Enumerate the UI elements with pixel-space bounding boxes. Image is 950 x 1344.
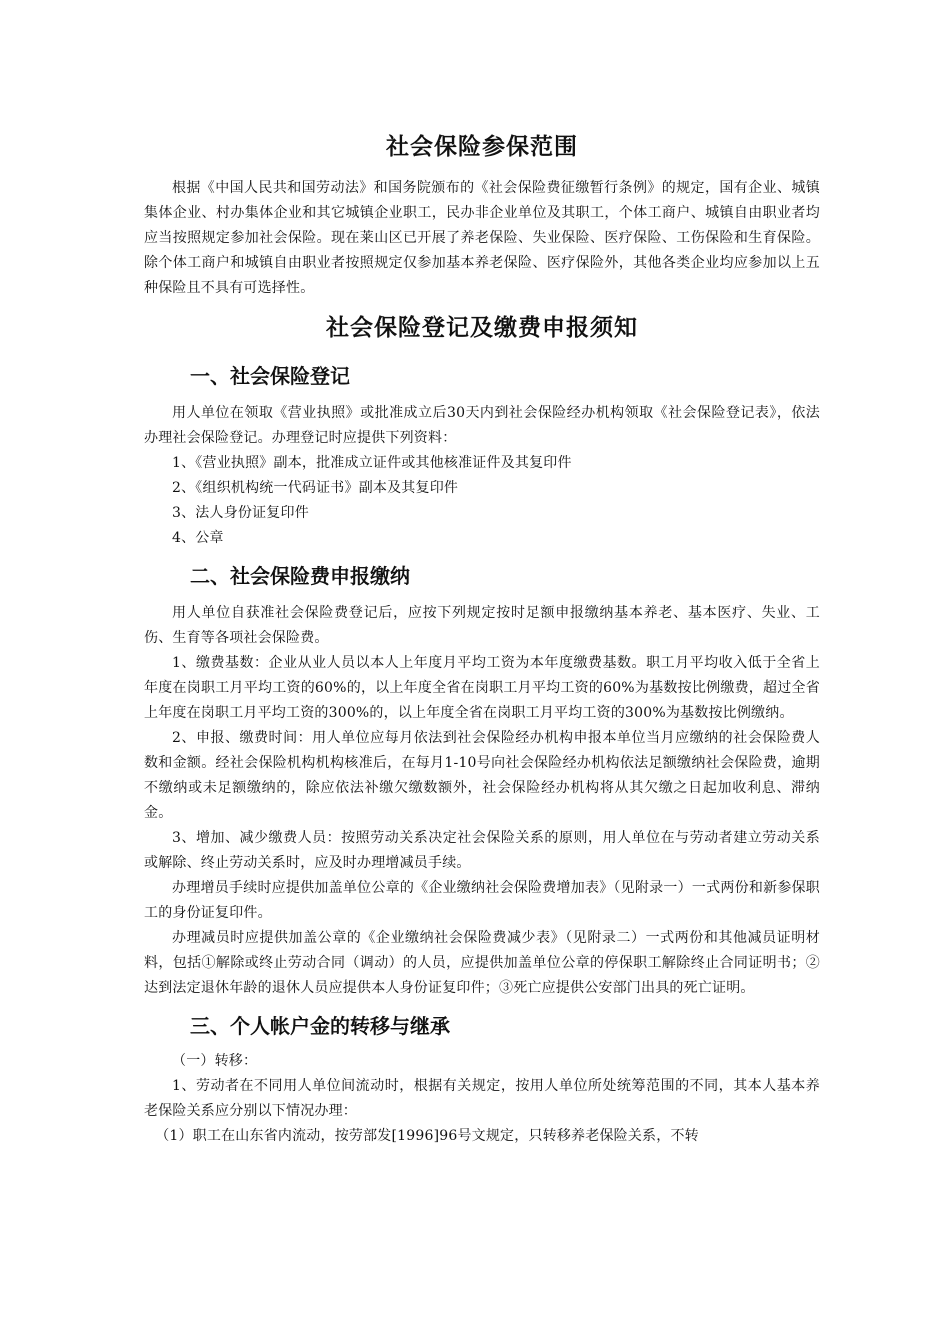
transfer-paragraph: 1、劳动者在不同用人单位间流动时，根据有关规定，按用人单位所处统筹范围的不同，其本人基本养老保险关系应分别以下情况办理： [144, 1078, 820, 1119]
list-item: 3、法人身份证复印件 [172, 505, 309, 521]
intro-paragraph: 根据《中国人民共和国劳动法》和国务院颁布的《社会保险费征缴暂行条例》的规定，国有企业、城镇集体企业、村办集体企业和其它城镇企业职工，民办非企业单位及其职工，个体工商户、城镇自由职业者均应当按照规定参加社会保险。现在莱山区已开展了养老保险、失业保险、医疗保险、工伤保险和生育保险。除个体工商户和城镇自由职业者按照规定仅参加基本养老保险、医疗保险外，其他各类企业均应参加以上五种保险且不具有可选择性。 [144, 180, 820, 296]
contribution-base-paragraph: 1、缴费基数：企业从业人员以本人上年度月平均工资为本年度缴费基数。职工月平均收入低于全省上年度在岗职工月平均工资的60%的，以上年度全省在岗职工月平均工资的60%为基数按比例缴费，超过全省上年度在岗职工月平均工资的300%的，以上年度全省在岗职工月平均工资的300%为基数按比例缴纳。 [144, 655, 820, 721]
staff-change-paragraph: 3、增加、减少缴费人员：按照劳动关系决定社会保险关系的原则，用人单位在与劳动者建立劳动关系或解除、终止劳动关系时，应及时办理增减员手续。 [144, 830, 820, 871]
document-page [144, 128, 820, 1149]
transfer-subheading: （一）转移： [172, 1053, 258, 1069]
list-item: 4、公章 [172, 530, 224, 546]
transfer-item-paragraph: （1）职工在山东省内流动，按劳部发[1996]96号文规定，只转移养老保险关系，不转 [155, 1128, 699, 1144]
list-item: 1、《营业执照》副本，批准成立证件或其他核准证件及其复印件 [172, 455, 572, 471]
add-staff-paragraph: 办理增员手续时应提供加盖单位公章的《企业缴纳社会保险费增加表》（见附录一）一式两份和新参保职工的身份证复印件。 [144, 880, 820, 921]
page-title: 社会保险参保范围 [386, 134, 578, 160]
registration-paragraph: 用人单位在领取《营业执照》或批准成立后30天内到社会保险经办机构领取《社会保险登记表》，依法办理社会保险登记。办理登记时应提供下列资料： [144, 405, 820, 446]
heading-account-transfer: 三、个人帐户金的转移与继承 [190, 1014, 450, 1038]
remove-staff-paragraph: 办理减员时应提供加盖公章的《企业缴纳社会保险费减少表》（见附录二）一式两份和其他减员证明材料，包括①解除或终止劳动合同（调动）的人员，应提供加盖单位公章的停保职工解除终止合同证明书；②达到法定退休年龄的退休人员应提供本人身份证复印件；③死亡应提供公安部门出具的死亡证明。 [144, 930, 820, 996]
declaration-time-paragraph: 2、申报、缴费时间：用人单位应每月依法到社会保险经办机构申报本单位当月应缴纳的社会保险费人数和金额。经社会保险机构机构核准后，在每月1-10号向社会保险经办机构依法足额缴纳社会保险费，逾期不缴纳或未足额缴纳的，除应依法补缴欠缴数额外，社会保险经办机构将从其欠缴之日起加收利息、滞纳金。 [144, 730, 820, 821]
list-item: 2、《组织机构统一代码证书》副本及其复印件 [172, 480, 459, 496]
heading-social-insurance-registration: 一、社会保险登记 [190, 364, 350, 388]
fee-intro-paragraph: 用人单位自获准社会保险费登记后，应按下列规定按时足额申报缴纳基本养老、基本医疗、失业、工伤、生育等各项社会保险费。 [144, 605, 820, 646]
section-title: 社会保险登记及缴费申报须知 [326, 315, 638, 341]
heading-fee-declaration: 二、社会保险费申报缴纳 [190, 564, 410, 588]
